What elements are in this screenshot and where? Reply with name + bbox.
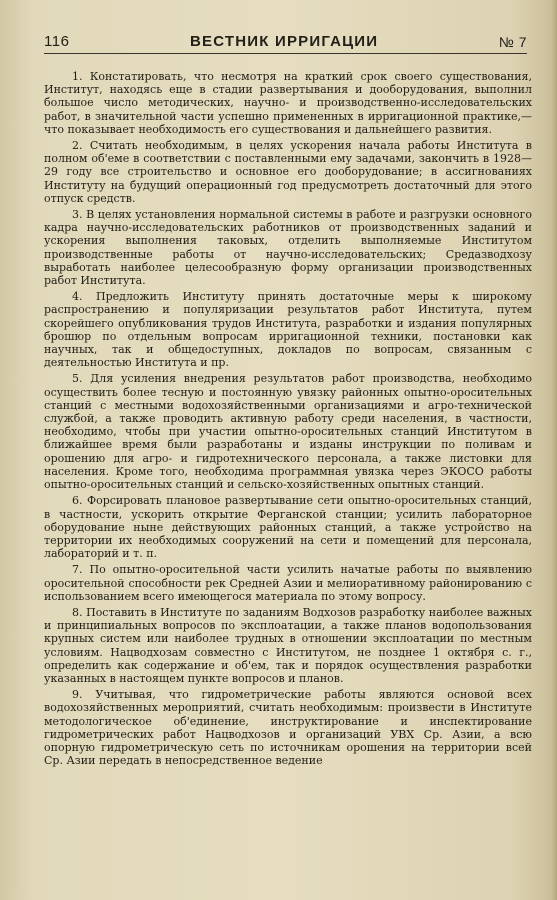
issue-number: № 7 — [498, 34, 527, 50]
paragraph-6: 6. Форсировать плановое развертывание сети опытно-оросительных станций, в частности, ускорить открытие Ферганской станции; усилить лабораторное оборудование ныне действующих районных станций, а также устройство на территории их необходимых сооружений на сети и помещений для персонала, лабораторий и т. п. — [44, 494, 532, 561]
paragraph-3: 3. В целях установления нормальной системы в работе и разгрузки основного кадра научно-исследовательских работников от производственных заданий и ускорения выполнения таковых, отделить выполняемые Институтом производственные работы от научно-исследовательских; Средазводхозу выработать наиболее целесообразную форму организации производственных работ Института. — [44, 208, 532, 288]
paragraph-5: 5. Для усиления внедрения результатов работ производства, необходимо осуществить более тесную и постоянную увязку районных опытно-оросительных станций с местными водохозяйственными организациями и агро-технической службой, а также проводить активную работу среди населения, в частности, необходимо, чтобы при участии опытно-оросительных станций Институтом в ближайшее время были разработаны и изданы инструкции по поливам и орошению для агро- и гидротехнического персонала, а также листовки для населения. Кроме того, необходима программная увязка через ЭКОСО работы опытно-оросительных станций и сельско-хозяйственных опытных станций. — [44, 372, 532, 492]
paragraph-8: 8. Поставить в Институте по заданиям Водхозов разработку наиболее важных и принципиальных вопросов по эксплоатации, а также планов водопользования крупных систем или наиболее трудных в отношении эксплоатации по местным условиям. Нацводхозам совместно с Институтом, не позднее 1 октября с. г., определить как содержание и об'ем, так и порядок осуществления разработки указанных в настоящем пункте вопросов и планов. — [44, 605, 532, 685]
page-header — [44, 32, 527, 54]
paragraph-7: 7. По опытно-оросительной части усилить начатые работы по выявлению оросительной способности рек Средней Азии и мелиоративному районированию с использованием всего имеющегося материала по этому вопросу. — [44, 563, 532, 603]
page-number: 116 — [44, 33, 70, 50]
page-edge-shadow — [551, 0, 557, 900]
paragraph-9: 9. Учитывая, что гидрометрические работы являются основой всех водохозяйственных мероприятий, считать необходимым: произвести в Институте методологическое об'единение, инструктирование и инспектирование гидрометрических работ Нацводхозов и организаций УВХ Ср. Азии, а всю опорную гидрометрическую сеть по источникам орошения на территории всей Ср. Азии передать в непосредственное ведение — [44, 688, 532, 768]
journal-title: ВЕСТНИК ИРРИГАЦИИ — [189, 33, 379, 50]
paragraph-2: 2. Считать необходимым, в целях ускорения начала работы Института в полном об'еме в соответствии с поставленными ему задачами, закончить в 1928—29 году все строительство и основное его дооборудование; в ассигнованиях Институту на будущий операционный год предусмотреть достаточный для этого отпуск средств. — [44, 139, 532, 205]
article-body — [44, 70, 532, 770]
paragraph-4: 4. Предложить Институту принять достаточные меры к широкому распространению и популяризации результатов работ Института, путем скорейшего опубликования трудов Института, разработки и издания популярных брошюр по отдельным вопросам ирригационной техники, постановки как научных, так и общедоступных, докладов по вопросам, связанным с деятельностью Института и пр. — [44, 290, 532, 370]
paragraph-1: 1. Констатировать, что несмотря на краткий срок своего существования, Институт, находясь еще в стадии развертывания и дооборудования, выполнил большое число методических, научно- и производственно-исследовательских работ, в значительной части успешно примененных в ирригационной практике,—что показывает необходимость его существования и дальнейшего развития. — [44, 70, 532, 136]
